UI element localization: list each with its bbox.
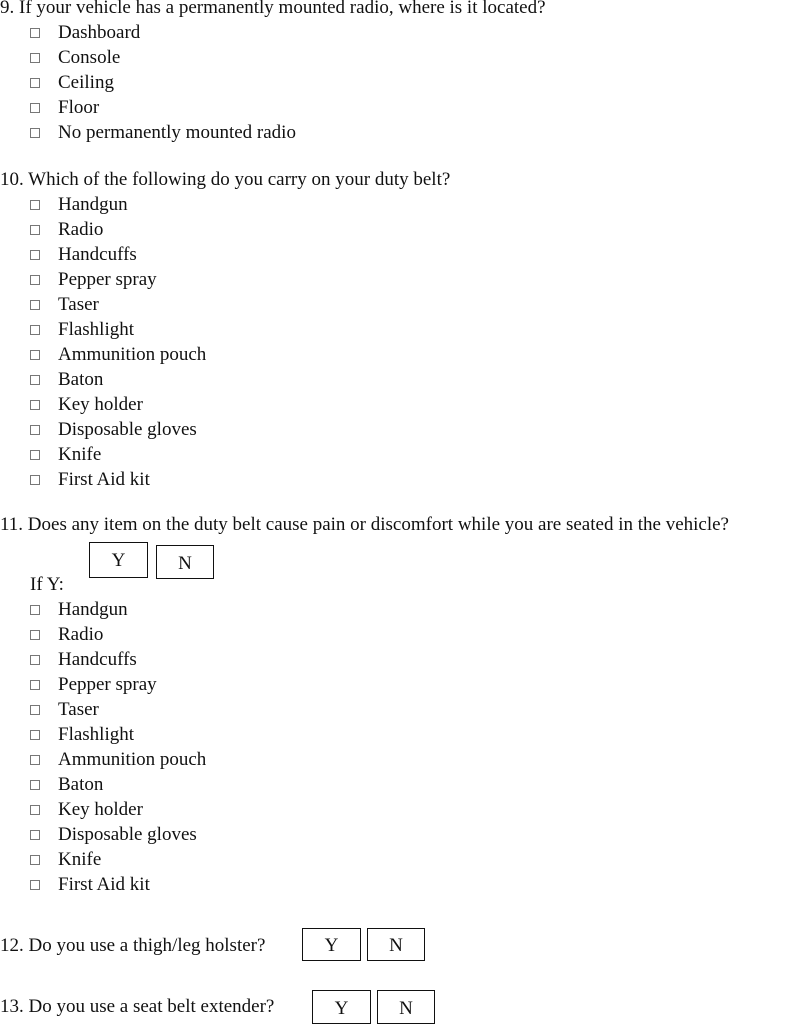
option-label: Knife [58, 849, 102, 870]
question-9-text: 9. If your vehicle has a permanently mounted radio, where is it located? [0, 0, 546, 18]
option-label: Handgun [58, 194, 128, 215]
checkbox[interactable] [30, 630, 40, 640]
q11-option[interactable] [30, 674, 157, 696]
checkbox[interactable] [30, 128, 40, 138]
checkbox[interactable] [30, 300, 40, 310]
checkbox[interactable] [30, 855, 40, 865]
checkbox[interactable] [30, 475, 40, 485]
option-label: Console [58, 47, 121, 68]
checkbox[interactable] [30, 830, 40, 840]
checkbox[interactable] [30, 680, 40, 690]
option-label: Baton [58, 369, 104, 390]
q9-option-ceiling[interactable] [30, 72, 114, 94]
question-11-text: 11. Does any item on the duty belt cause pain or discomfort while you are seated in the vehicle? [0, 514, 729, 535]
q12-yes-box[interactable]: Y [302, 928, 361, 961]
option-label: Ammunition pouch [58, 344, 207, 365]
option-label: First Aid kit [58, 874, 150, 895]
question-13-text: 13. Do you use a seat belt extender? [0, 996, 275, 1017]
checkbox[interactable] [30, 28, 40, 38]
q10-option[interactable] [30, 344, 206, 366]
q11-option[interactable] [30, 799, 143, 821]
option-label: Dashboard [58, 22, 141, 43]
checkbox[interactable] [30, 605, 40, 615]
q11-option[interactable] [30, 649, 137, 671]
checkbox[interactable] [30, 880, 40, 890]
checkbox[interactable] [30, 375, 40, 385]
q10-option[interactable] [30, 244, 137, 266]
question-12-text: 12. Do you use a thigh/leg holster? [0, 935, 266, 956]
checkbox[interactable] [30, 755, 40, 765]
option-label: Baton [58, 774, 104, 795]
checkbox[interactable] [30, 250, 40, 260]
q11-option[interactable] [30, 774, 103, 796]
option-label: Floor [58, 97, 100, 118]
q11-no-box[interactable]: N [156, 545, 214, 579]
option-label: Disposable gloves [58, 824, 197, 845]
option-label: Handcuffs [58, 649, 137, 670]
option-label: Pepper spray [58, 269, 157, 290]
q10-option[interactable] [30, 444, 101, 466]
q11-option[interactable] [30, 849, 101, 871]
q11-option[interactable] [30, 599, 128, 621]
checkbox[interactable] [30, 103, 40, 113]
q11-option[interactable] [30, 824, 197, 846]
q11-option[interactable] [30, 874, 150, 896]
option-label: Ammunition pouch [58, 749, 207, 770]
q10-option[interactable] [30, 319, 134, 341]
checkbox[interactable] [30, 78, 40, 88]
checkbox[interactable] [30, 200, 40, 210]
q9-option-floor[interactable] [30, 97, 99, 119]
checkbox[interactable] [30, 425, 40, 435]
option-label: Ceiling [58, 72, 114, 93]
q11-option[interactable] [30, 724, 134, 746]
option-label: Handgun [58, 599, 128, 620]
option-label: Handcuffs [58, 244, 137, 265]
checkbox[interactable] [30, 780, 40, 790]
checkbox[interactable] [30, 705, 40, 715]
q9-option-console[interactable] [30, 47, 120, 69]
q11-option[interactable] [30, 699, 99, 721]
q9-option-none[interactable] [30, 122, 296, 144]
option-label: Flashlight [58, 724, 135, 745]
q11-option[interactable] [30, 749, 206, 771]
q12-no-box[interactable]: N [367, 928, 425, 961]
q10-option[interactable] [30, 194, 128, 216]
option-label: Knife [58, 444, 102, 465]
option-label: Pepper spray [58, 674, 157, 695]
q10-option[interactable] [30, 394, 143, 416]
option-label: Flashlight [58, 319, 135, 340]
checkbox[interactable] [30, 325, 40, 335]
q13-no-box[interactable]: N [377, 990, 435, 1024]
checkbox[interactable] [30, 730, 40, 740]
q11-yes-box[interactable]: Y [89, 542, 148, 578]
option-label: Key holder [58, 799, 143, 820]
q10-option[interactable] [30, 419, 197, 441]
question-10-text: 10. Which of the following do you carry on your duty belt? [0, 169, 451, 190]
checkbox[interactable] [30, 805, 40, 815]
option-label: First Aid kit [58, 469, 150, 490]
checkbox[interactable] [30, 350, 40, 360]
option-label: Key holder [58, 394, 143, 415]
checkbox[interactable] [30, 450, 40, 460]
q10-option[interactable] [30, 294, 99, 316]
checkbox[interactable] [30, 400, 40, 410]
checkbox[interactable] [30, 53, 40, 63]
option-label: Taser [58, 699, 99, 720]
option-label: Taser [58, 294, 99, 315]
q10-option[interactable] [30, 219, 103, 241]
checkbox[interactable] [30, 275, 40, 285]
option-label: Disposable gloves [58, 419, 197, 440]
q11-if-yes-label: If Y: [30, 574, 64, 595]
q13-yes-box[interactable]: Y [312, 990, 371, 1024]
q10-option[interactable] [30, 469, 150, 491]
checkbox[interactable] [30, 655, 40, 665]
checkbox[interactable] [30, 225, 40, 235]
q11-option[interactable] [30, 624, 103, 646]
q10-option[interactable] [30, 269, 157, 291]
q9-option-dashboard[interactable] [30, 22, 140, 44]
option-label: Radio [58, 219, 104, 240]
option-label: No permanently mounted radio [58, 122, 296, 143]
q10-option[interactable] [30, 369, 103, 391]
option-label: Radio [58, 624, 104, 645]
